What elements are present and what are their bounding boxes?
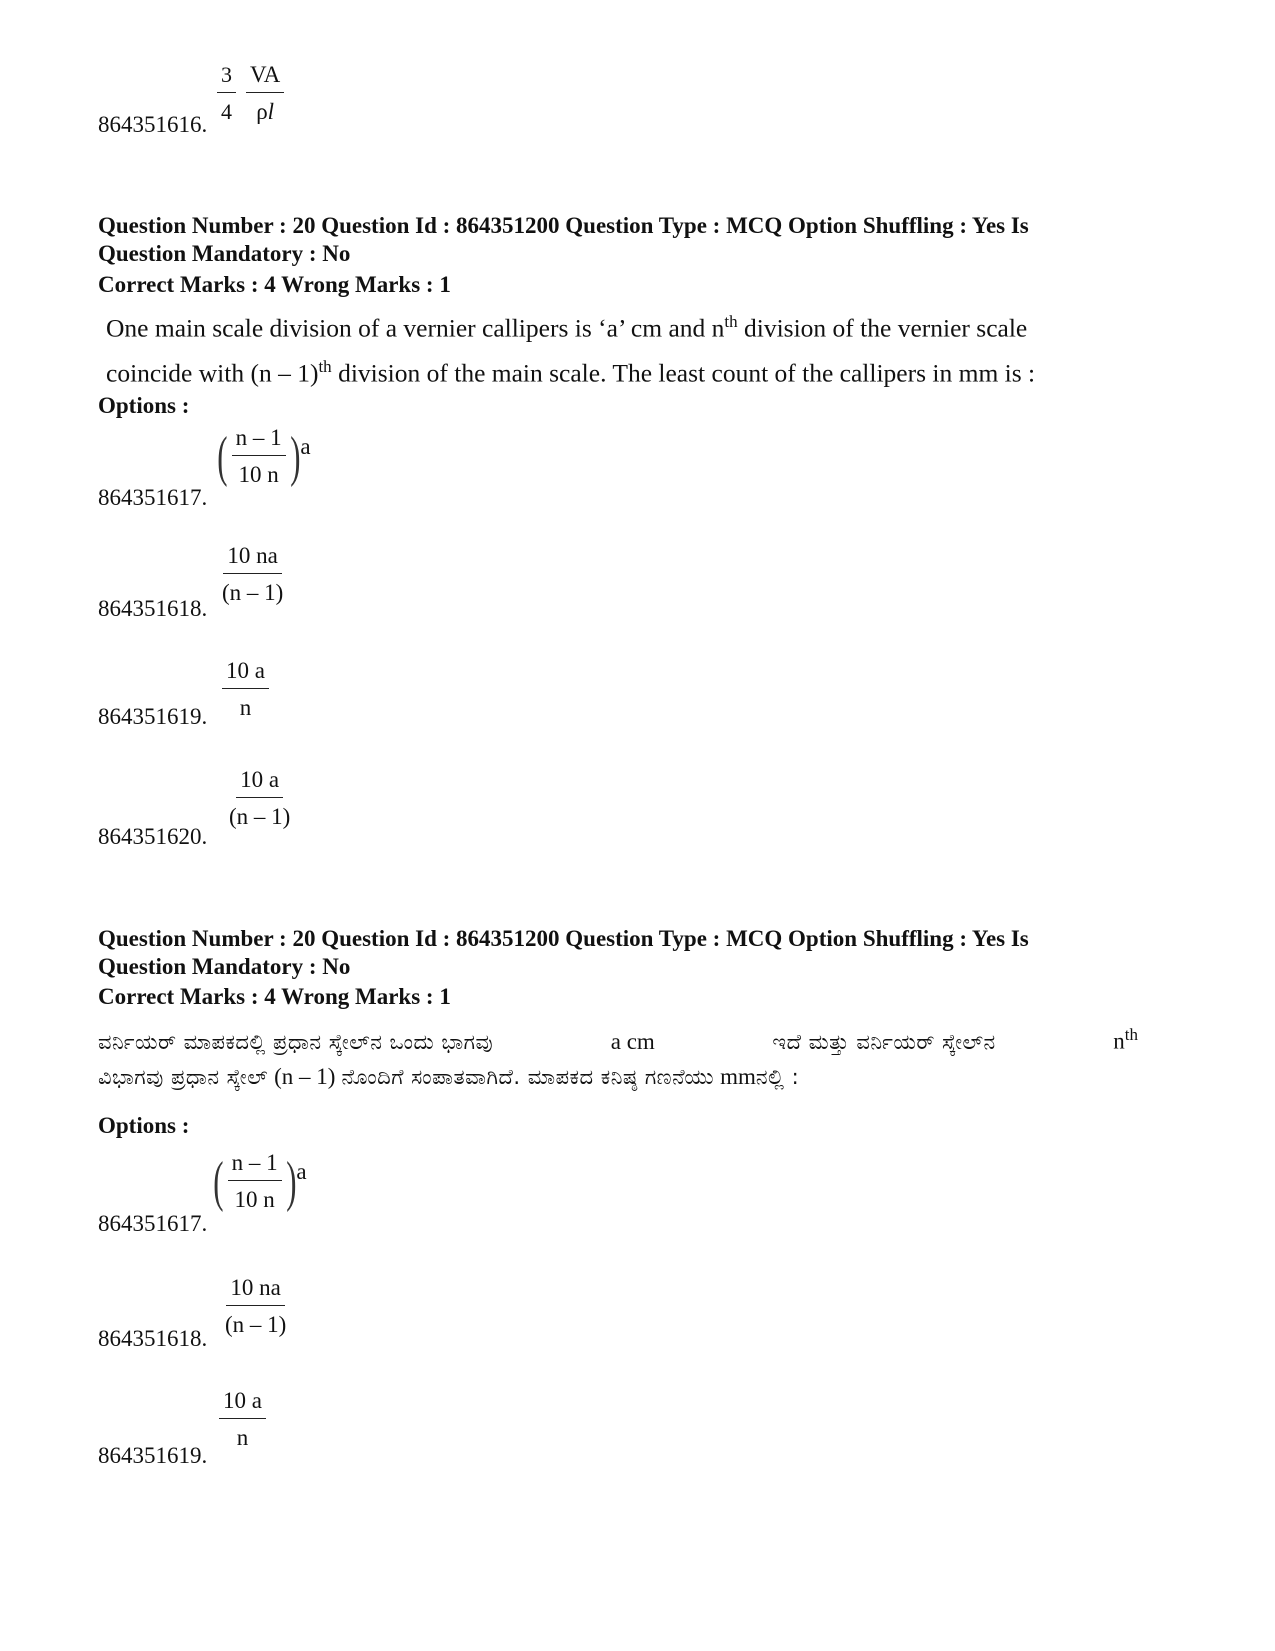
option-id: 864351617. bbox=[98, 1211, 208, 1236]
question-marks: Correct Marks : 4 Wrong Marks : 1 bbox=[98, 984, 451, 1009]
question-text: ವರ್ನಿಯರ್ ಮಾಪಕದಲ್ಲಿ ಪ್ರಧಾನ ಸ್ಕೇಲ್‌ನ ಒಂದು ಭಾಗವು a cm ಇದೆ ಮತ್ತು ವರ್ನಿಯರ್ ಸ್ಕೇಲ್‌ನ $n^{th}$ ವಿಭಾಗವು ಪ್ರಧಾನ ಸ್ಕೇಲ್ (n – 1) ನೊಂದಿಗೆ ಸಂಪಾತವಾಗಿದೆ. ಮಾಪಕದ ಕನಿಷ್ಠ ಗಣನೆಯು mm ನಲ್ಲಿ : bbox=[98, 1025, 1138, 1089]
option-expression: ( $\frac{n - 1}{10 n}$ ) a bbox=[213, 1150, 307, 1213]
option-expression: $\frac{10 na}{(n - 1)}$ bbox=[222, 543, 284, 605]
option-id: 864351620. bbox=[98, 824, 208, 849]
option-id: 864351617. bbox=[98, 485, 208, 510]
question-header: Question Number : 20 Question Id : 864351200 Question Type : MCQ Option Shuffling : Yes Is Question Mandatory : No bbox=[98, 926, 1029, 979]
option-expression: ( $\frac{n - 1}{10 n}$ ) a bbox=[217, 425, 311, 488]
option-id: 864351619. bbox=[98, 1443, 208, 1468]
options-label: Options : bbox=[98, 1113, 190, 1138]
question-header: Question Number : 20 Question Id : 864351200 Question Type : MCQ Option Shuffling : Yes Is Question Mandatory : No bbox=[98, 213, 1029, 266]
options-label: Options : bbox=[98, 393, 190, 418]
question-marks: Correct Marks : 4 Wrong Marks : 1 bbox=[98, 272, 451, 297]
option-expression: $\frac{10 a}{n}$ bbox=[219, 1388, 266, 1451]
option-id: 864351619. bbox=[98, 704, 208, 729]
option-expression: $\frac{10 a}{(n - 1)}$ bbox=[229, 767, 291, 829]
option-expression: $\frac{10 a}{n}$ bbox=[222, 658, 269, 721]
option-expression: $\frac{10 na}{(n - 1)}$ bbox=[225, 1275, 287, 1337]
option-id: 864351618. bbox=[98, 596, 208, 621]
option-id: 864351616. bbox=[98, 112, 208, 137]
option-expression: $\frac{3}{4}$ $\frac{VA}{\rho l}$ bbox=[217, 62, 284, 125]
question-text: One main scale division of a vernier callipers is ‘a’ cm and $n^{th}$ division of the vernier scale coincide with (n – 1)$^{th}$ division of the main scale. The least count of the callipers in mm is : bbox=[106, 312, 1036, 387]
option-id: 864351618. bbox=[98, 1326, 208, 1351]
